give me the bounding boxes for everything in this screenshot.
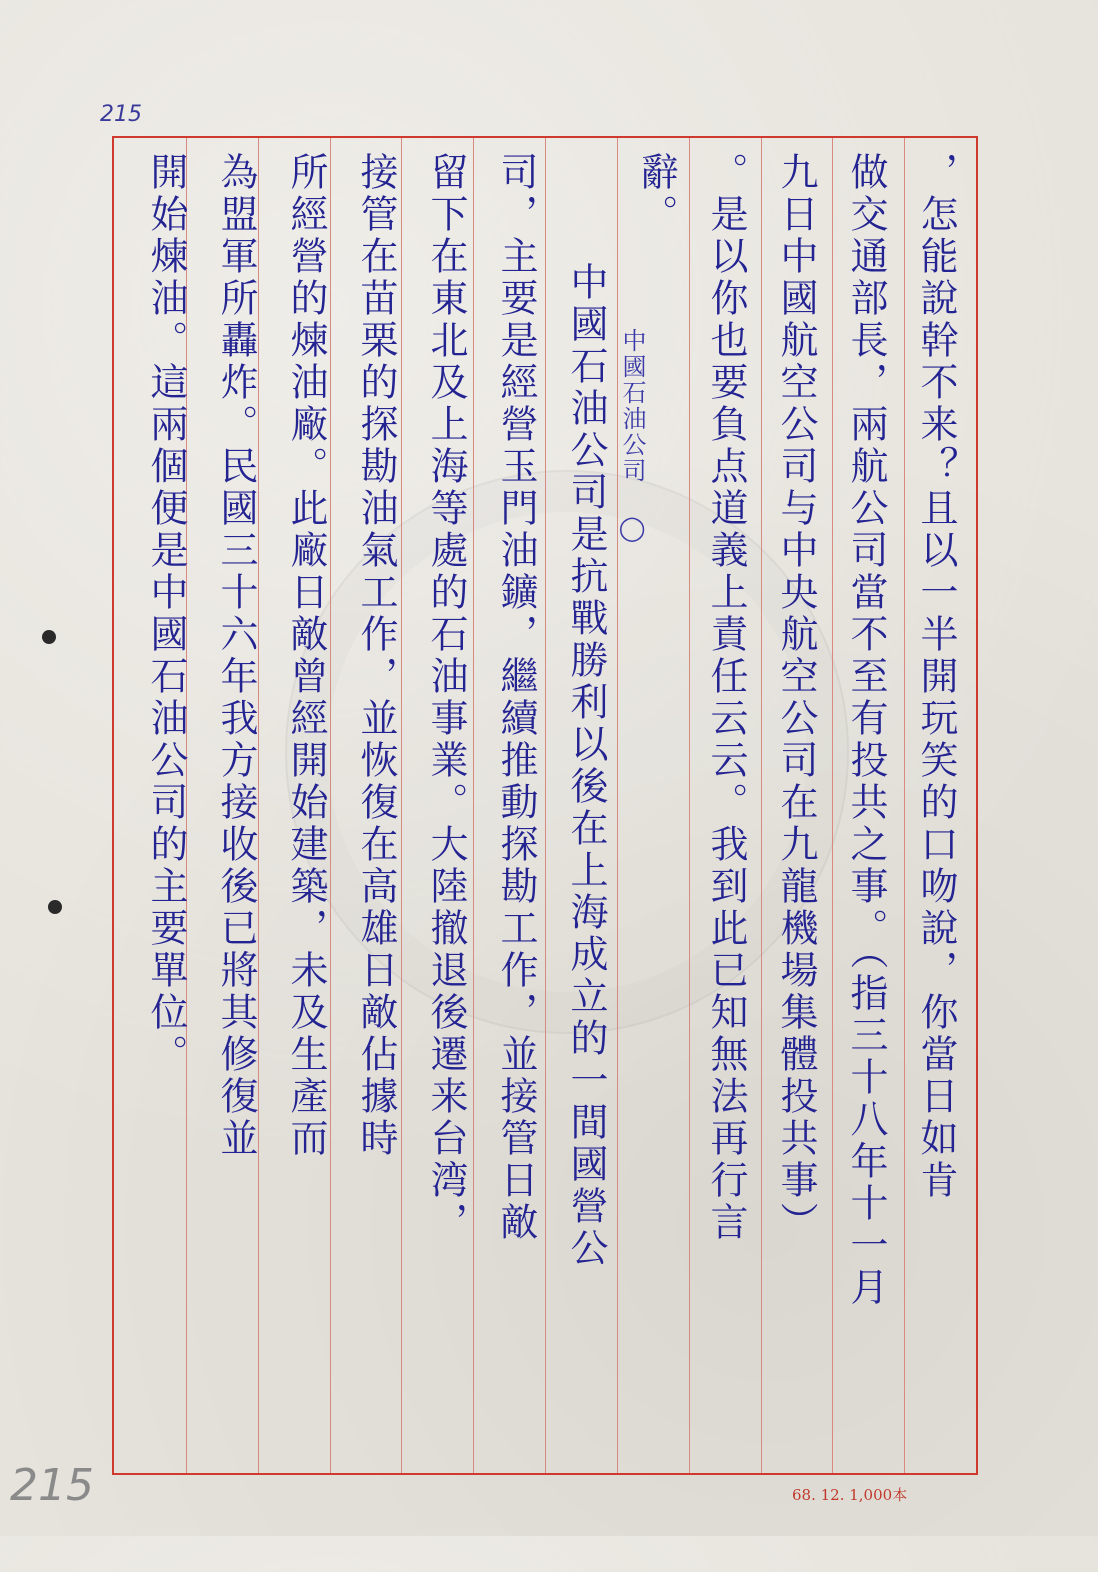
text-column-11: 為盟軍所轟炸。民國三十六年我方接收後已將其修復並 bbox=[214, 152, 258, 1160]
binding-hole-top bbox=[42, 630, 56, 644]
text-column-3: 九日中國航空公司与中央航空公司在九龍機場集體投共事） bbox=[774, 152, 818, 1244]
binding-hole-bottom bbox=[48, 900, 62, 914]
text-column-6: 中國石油公司是抗戰勝利以後在上海成立的一間國營公 bbox=[564, 262, 608, 1270]
grid-rule bbox=[832, 138, 833, 1473]
grid-rule bbox=[761, 138, 762, 1473]
text-column-9: 接管在苗栗的探勘油氣工作，並恢復在高雄日敵佔據時 bbox=[354, 152, 398, 1160]
text-column-8: 留下在東北及上海等處的石油事業。大陸撤退後遷来台湾， bbox=[424, 152, 468, 1244]
print-mark: 68. 12. 1,000本 bbox=[792, 1486, 908, 1504]
margin-annotation: 中國石油公司 ◯ bbox=[618, 328, 646, 544]
text-column-10: 所經營的煉油廠。此廠日敵曾經開始建築，未及生產而 bbox=[284, 152, 328, 1160]
grid-rule bbox=[904, 138, 905, 1473]
text-column-7: 司，主要是經營玉門油鑛，繼續推動探勘工作，並接管日敵 bbox=[494, 152, 538, 1244]
text-column-5: 辭。 bbox=[634, 152, 678, 236]
text-column-12: 開始煉油。這兩個便是中國石油公司的主要單位。 bbox=[144, 152, 188, 1076]
grid-rule bbox=[689, 138, 690, 1473]
page-number-bottom: 215 bbox=[10, 1460, 94, 1511]
page-number-top: 215 bbox=[100, 102, 142, 127]
text-column-4: 。是以你也要負点道義上責任云云。我到此已知無法再行言 bbox=[704, 152, 748, 1244]
text-column-2: 做交通部長，兩航公司當不至有投共之事。（指三十八年十一月 bbox=[844, 152, 888, 1309]
text-column-1: ，怎能說幹不来？且以一半開玩笑的口吻說，你當日如肯 bbox=[914, 152, 958, 1202]
